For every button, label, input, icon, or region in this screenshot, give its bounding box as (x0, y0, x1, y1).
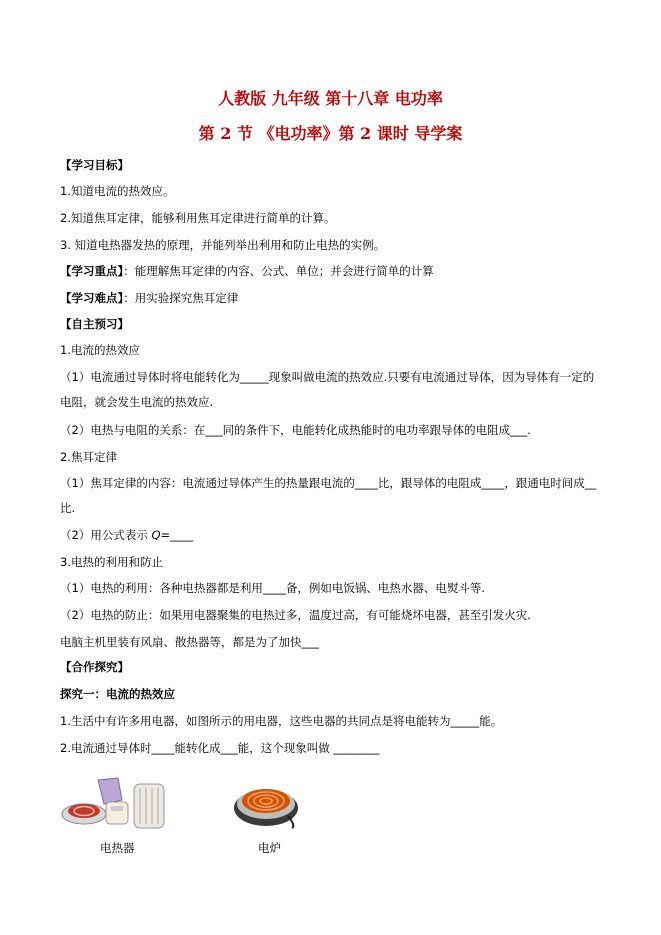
section-heading-cooperation: 【合作探究】 (60, 660, 129, 674)
key-points-text: ：能理解焦耳定律的内容、公式、单位；并会进行简单的计算 (123, 264, 434, 278)
goal-item: 1.知道电流的热效应。 (60, 184, 175, 198)
preview-item: 2.焦耳定律 (60, 450, 117, 464)
formula-blank: =____ (160, 528, 194, 542)
electric-heaters-image (60, 770, 170, 832)
difficult-points-heading: 【学习难点】 (60, 291, 124, 305)
formula-line (60, 527, 193, 543)
preview-item: （1）焦耳定律的内容：电流通过导体产生的热量跟电流的____比，跟导体的电阻成____，跟通电时间成__ (60, 476, 597, 490)
document-subtitle: 第 2 节 《电功率》第 2 课时 导学案 (198, 124, 463, 143)
goal-item: 3. 知道电热器发热的原理，并能列举出利用和防止电热的实例。 (60, 238, 386, 252)
preview-item: （2）电热与电阻的关系：在___同的条件下，电能转化成热能时的电功率跟导体的电阻成___. (60, 423, 531, 437)
preview-item: （2）电热的防止：如果用电器聚集的电热过多，温度过高，有可能烧坏电器，甚至引发火灾. (60, 608, 531, 622)
section-heading-goals: 【学习目标】 (60, 158, 129, 172)
section-heading-preview: 【自主预习】 (60, 317, 129, 331)
key-points-heading: 【学习重点】 (60, 264, 124, 278)
preview-item: （1）电流通过导体时将电能转化为_____现象叫做电流的热效应.只要有电流通过导体，因为导体有一定的 (60, 370, 595, 384)
difficult-points-text: ：用实验探究焦耳定律 (123, 291, 239, 305)
figure-caption: 电炉 (258, 841, 281, 855)
preview-item: 3.电热的利用和防止 (60, 555, 163, 569)
preview-item: 比. (60, 501, 76, 515)
formula-symbol: Q (151, 528, 161, 542)
electric-stove-image (232, 770, 300, 830)
explore-item: 1.生活中有许多用电器，如图所示的用电器，这些电器的共同点是将电能转为_____能。 (60, 714, 503, 728)
explore-heading: 探究一：电流的热效应 (60, 687, 175, 701)
preview-item: 1.电流的热效应 (60, 343, 140, 357)
difficult-points (60, 290, 238, 306)
explore-item: 2.电流通过导体时____能转化成___能，这个现象叫做 ________ (60, 741, 380, 755)
formula-prefix: （2）用公式表示 (60, 528, 152, 542)
preview-item: 电脑主机里装有风扇、散热器等，都是为了加快___ (60, 635, 319, 649)
document-title: 人教版 九年级 第十八章 电功率 (218, 89, 443, 108)
key-points (60, 263, 434, 279)
preview-item: 电阻，就会发生电流的热效应. (60, 395, 214, 409)
preview-item: （1）电热的利用：各种电热器都是利用____备，例如电饭锅、电热水器、电熨斗等. (60, 581, 485, 595)
goal-item: 2.知道焦耳定律，能够利用焦耳定律进行简单的计算。 (60, 211, 336, 225)
figure-caption: 电热器 (100, 841, 135, 855)
